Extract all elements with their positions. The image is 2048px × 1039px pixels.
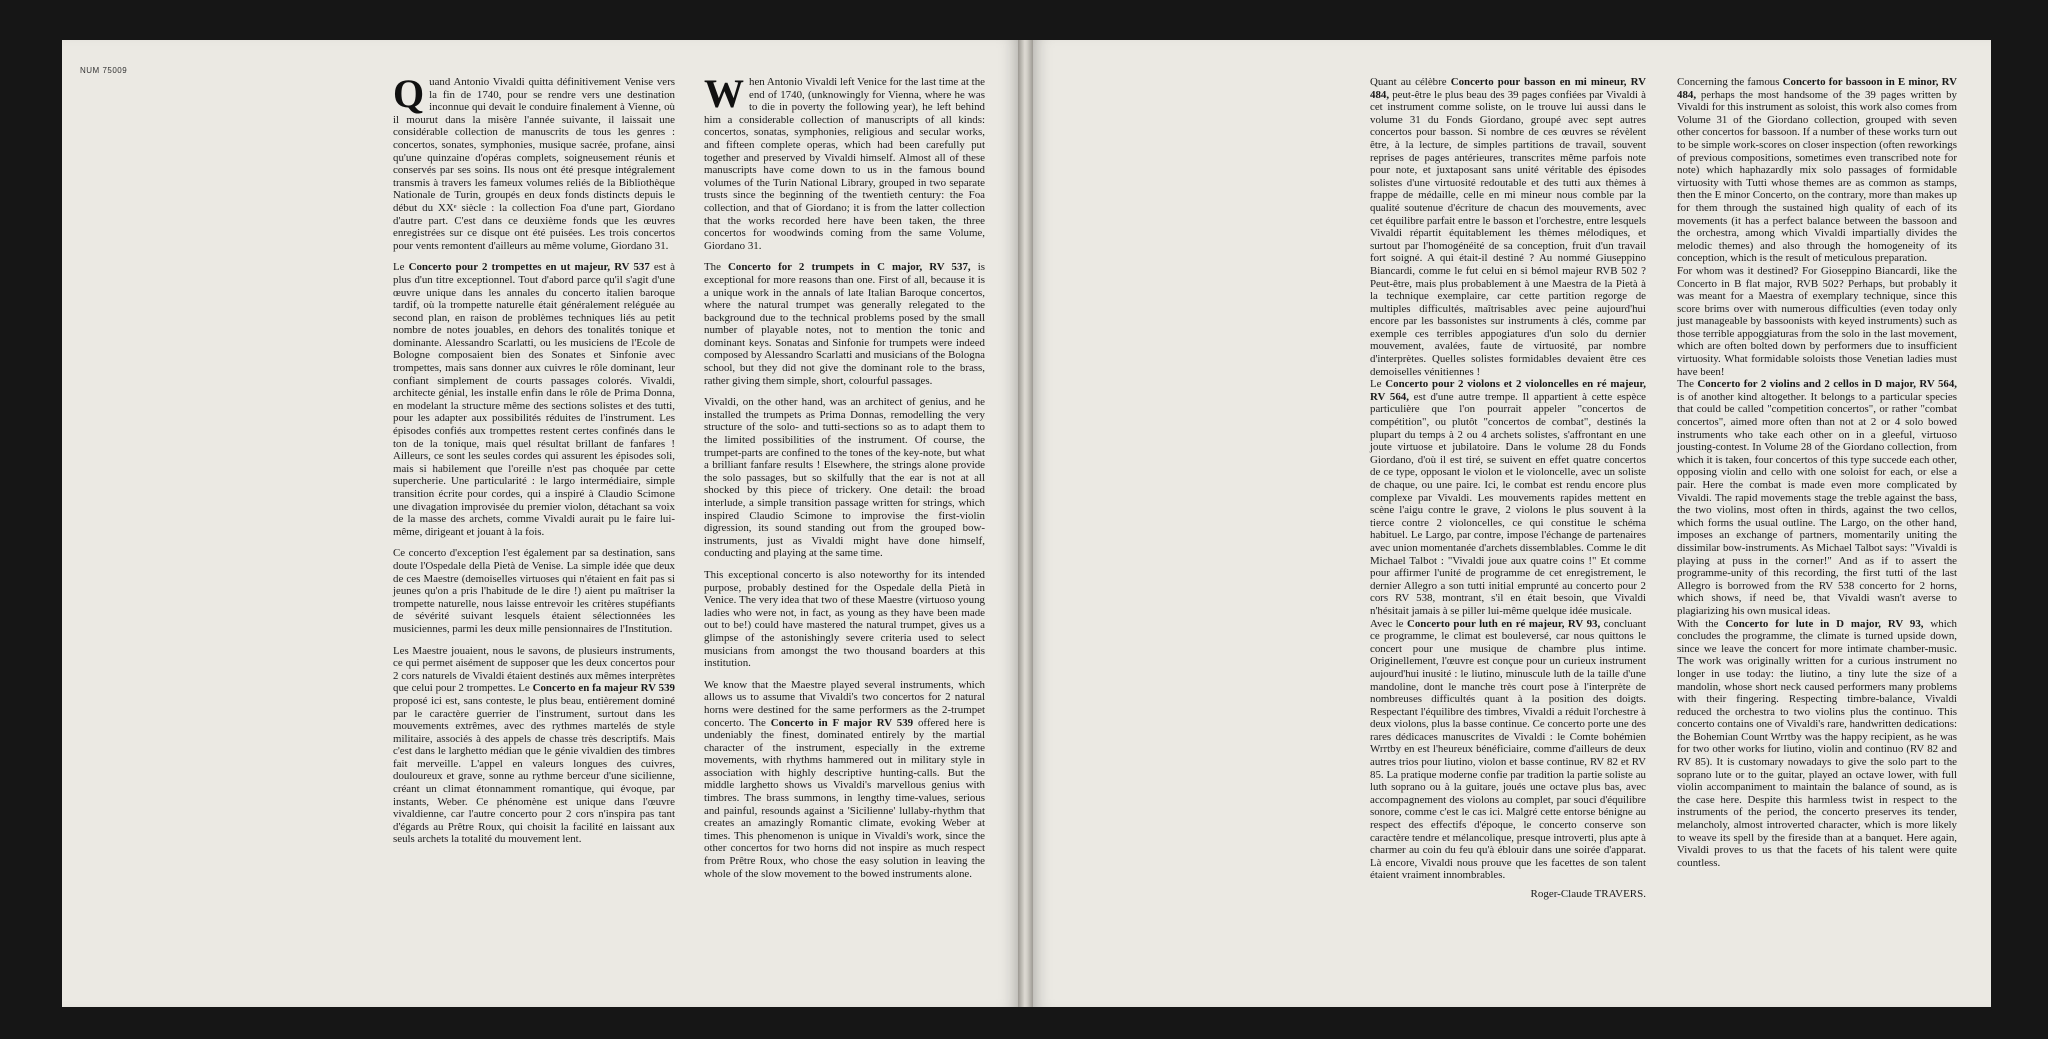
paragraph: Le Concerto pour 2 trompettes en ut majeur, RV 537 est à plus d'un titre exceptionnel. Tout d'abord parce qu'il s'agit d'une œuvre unique dans les annales du concerto italien baroque tardif, où la trompette naturelle était généralement reléguée au second plan, en raison de problèmes techniques liés au petit nombre de notes jouables, en dehors des tonalités tonique et dominante. Alessandro Scarlatti, ou les musiciens de l'Ecole de Bologne composaient bien des Sonates et Sinfonie avec trompettes, mais sans donner aux cuivres le rôle dominant, leur confiant simplement de courts passages colorés. Vivaldi, architecte génial, les installe enfin dans le rôle de Prima Donna, en modelant la structure même des sections solistes et des tutti, pour les adapter aux possibilités réduites de l'instrument. Les épisodes confiés aux trompettes restent certes confinés dans le ton de la tonique, mais quel résultat brillant de fanfares ! Ailleurs, ce sont les seules cordes qui assurent les épisodes soli, mais si habilement que l'oreille n'est pas choquée par cette supercherie. Une particularité : le largo intermédiaire, simple transition écrite pour cordes, qui a inspiré à Claudio Scimone une divagation improvisée du premier violon, détachant sa voix de la masse des archets, comme Vivaldi aurait pu le faire lui-même, dirigeant et jouant à la fois.: [393, 261, 675, 538]
paragraph: For whom was it destined? For Gioseppino Biancardi, like the Concerto in B flat major, RVB 502? Perhaps, but probably it was meant for a Maestra of exemplary technique, since this score brims over with numerous difficulties (even today only just manageable by bassoonists with keyed instruments) such as those terrible appoggiaturas from the solo in the last movement, which are often bolted down by performers due to insufficient virtuosity. What formidable soloists those Venetian ladies must have been!: [1677, 264, 1957, 378]
work-title: Concerto pour 2 trompettes en ut majeur, RV 537: [408, 261, 650, 274]
work-title: Concerto in F major RV 539: [770, 716, 914, 729]
drop-cap: W: [704, 71, 744, 116]
paragraph: The Concerto for 2 violins and 2 cellos in D major, RV 564, is of another kind altogether. It belongs to a particular species that could be called "competition concertos", or rather "combat concertos", aimed more often than not at 2 or 4 solo bowed instruments who take each other on in a gleeful, virtuoso jousting-contest. In Volume 28 of the Giordano collection, from which it is taken, four concertos of this type succede each other, opposing violin and cello with one soloist for each, or else a pair. Here the combat is made even more complicated by Vivaldi. The rapid movements stage the treble against the bass, the two violins, most often in thirds, against the two cellos, which forms the usual outline. The Largo, on the other hand, imposes an exchange of partners, momentarily uniting the dissimilar bow-instruments. As Michael Talbot says: "Vivaldi is playing at puss in the corner!" And as if to assert the programme-unity of this recording, the first tutti of the last Allegro is borrowed from the RV 538 concerto for 2 horns, which shows, if need be, that Vivaldi wasn't averse to plagiarizing his own musical ideas.: [1677, 378, 1958, 617]
paragraph: This exceptional concerto is also noteworthy for its intended purpose, probably destined for the Ospedale della Pietà in Venice. The very idea that two of these Maestre (virtuoso young ladies who were not, in fact, as young as they have been made out to be!) could have mastered the natural trumpet, gives us a glimpse of the astonishingly severe criteria used to select musicians from amongst the two thousand boarders at this institution.: [704, 568, 985, 670]
paragraph: Concerning the famous Concerto for bassoon in E minor, RV 484, perhaps the most handsome of the 39 pages written by Vivaldi for this instrument as soloist, this work also comes from Volume 31 of the Giordano collection, grouped with seven other concertos for bassoon. If a number of these works turn out to be simple work-scores on closer inspection (often reworkings of previous compositions, sometimes even transcribed note for note) which haphazardly mix solo passages of formidable virtuosity with Tutti whose themes are as common as stamps, then the E minor Concerto, on the contrary, more than makes up for them through the sustained high quality of each of its movements (it has a perfect balance between the bassoon and the orchestra, among which Vivaldi impartially divides the melodic themes) and also through the homogeneity of its conception, which is the result of meticulous preparation.: [1677, 76, 1957, 265]
paragraph: When Antonio Vivaldi left Venice for the last time at the end of 1740, (unknowingly for Vienna, where he was to die in poverty the following year), he left behind him a considerable collection of manuscripts of all kinds: concertos, sonatas, symphonies, religious and secular works, and fifteen complete operas, which had been carefully put together and preserved by Vivaldi himself. Almost all of these manuscripts have come down to us in the famous bound volumes of the Turin National Library, grouped in two separate trusts since the beginning of the twentieth century: the Foa collection, and that of Giordano; it is from the latter collection that the works recorded here have been taken, the three concertos for woodwinds coming from the same Volume, Giordano 31.: [704, 71, 985, 252]
drop-cap: Q: [393, 71, 425, 116]
work-title: Concerto for bassoon in E minor, RV 484,: [1677, 76, 1957, 101]
french-text-column-left: [393, 71, 675, 855]
paragraph: Vivaldi, on the other hand, was an architect of genius, and he installed the trumpets as Prima Donnas, remodelling the very structure of the solo- and tutti-sections so as to adapt them to the limited possibilities of the instrument. Of course, the trumpet-parts are confined to the tones of the key-note, but what a brilliant fanfare results ! Elsewhere, the strings alone provide the solo passages, but so skilfully that the ear is not at all shocked by this piece of trickery. One detail: the broad interlude, a simple transition passage written for strings, which inspired Claudio Scimone to improvise the first-violin digression, its sound standing out from the grouped bow-instruments, just as Vivaldi might have done himself, conducting and playing at the same time.: [704, 396, 985, 560]
work-title: Concerto en fa majeur RV 539: [532, 682, 675, 695]
work-title: Concerto for 2 trumpets in C major, RV 537,: [728, 261, 971, 274]
catalog-number: NUM 75009: [80, 66, 128, 75]
paragraph: Quant au célèbre Concerto pour basson en mi mineur, RV 484, peut-être le plus beau des 39 pages confiées par Vivaldi à cet instrument comme soliste, on le trouve lui aussi dans le volume 31 du Fonds Giordano, groupé avec sept autres concertos pour basson. Si nombre de ces œuvres se révèlent être, à la lecture, de simples partitions de travail, souvent reprises de pages antérieures, transcrites même parfois note pour note, et juxtaposant sans unité véritable des épisodes solistes d'une virtuosité redoutable et des tutti aux thèmes à frappe de médaille, celle en mi mineur nous comble par la qualité soutenue d'écriture de chacun des mouvements, avec cet équilibre parfait entre le basson et l'orchestre, entre lesquels Vivaldi répartit équitablement les thèmes mélodiques, et surtout par l'homogénéité de sa conception, fruit d'un travail fort soigné. A qui était-il destiné ? Au nommé Giuseppino Biancardi, comme le fut celui en si bémol majeur RVB 502 ? Peut-être, mais plus probablement à une Maestra de la Pietà à la technique exemplaire, car cette partition regorge de multiples difficultés, maîtrisables avec peine aujourd'hui encore par les bassonistes sur instruments à clés, comme par exemple ces terribles appogiatures d'un solo du dernier mouvement, avalées, faute de virtuosité, par nombre d'interprètes. Quelles solistes formidables devaient être ces demoiselles vénitiennes !: [1370, 76, 1646, 378]
work-title: Concerto pour 2 violons et 2 violoncelles en ré majeur, RV 564,: [1370, 378, 1646, 403]
english-text-column-right: [1677, 76, 1957, 869]
gatefold-spine: [1018, 40, 1033, 1007]
paragraph: Le Concerto pour 2 violons et 2 violoncelles en ré majeur, RV 564, est d'une autre trempe. Il appartient à cette espèce particulière que l'on pourrait appeler "concertos de compétition", ou plutôt "concertos de combat", destinés la plupart du temps à 2 ou 4 archets solistes, s'affrontant en une joute virtuose et jubilatoire. Dans le volume 28 du Fonds Giordano, d'où il est tiré, se suivent en effet quatre concertos de ce type, opposant le violon et le violoncelle, avec un soliste de chaque, ou une paire. Ici, le combat est rendu encore plus complexe par Vivaldi. Les mouvements rapides mettent en scène l'aigu contre le grave, 2 violons le plus souvent à la tierce contre 2 violoncelles, ce qui constitue le schéma habituel. Le Largo, par contre, impose l'échange de partenaires avec union momentanée d'archets dissemblables. Comme le dit Michael Talbot : "Vivaldi joue aux quatre coins !" Et comme pour affirmer l'unité de programme de cet enregistrement, le dernier Allegro a son tutti initial emprunté au concerto pour 2 cors RV 538, montrant, s'il en était besoin, que Vivaldi n'hésitait jamais à se piller lui-même quelque idée musicale.: [1370, 378, 1646, 617]
french-text-column-right: [1370, 76, 1646, 901]
paragraph: Quand Antonio Vivaldi quitta définitivement Venise vers la fin de 1740, pour se rendre vers une destination inconnue qui devait le conduire finalement à Vienne, où il mourut dans la misère l'année suivante, il laissait une considérable collection de manuscrits de tous les genres : concertos, sonates, symphonies, musique sacrée, profane, ainsi qu'une quinzaine d'opéras complets, soigneusement réunis et conservés par ses soins. Ils nous ont été presque intégralement transmis à travers les fameux volumes reliés de la Bibliothèque Nationale de Turin, groupés en deux fonds distincts depuis le début du XXᵉ siècle : la collection Foa d'une part, Giordano d'autre part. C'est dans ce deuxième fonds que les œuvres enregistrées sur ce disque ont été puisées. Les trois concertos pour vents remontent d'ailleurs au même volume, Giordano 31.: [393, 71, 675, 252]
paragraph: The Concerto for 2 trumpets in C major, RV 537, is exceptional for more reasons than one. First of all, because it is a unique work in the annals of late Italian Baroque concertos, where the natural trumpet was generally relegated to the background due to the technical problems posed by the small number of playable notes, not to mention the tonic and dominant keys. Sonatas and Sinfonie for trumpets were indeed composed by Alessandro Scarlatti and musicians of the Bologna school, but they did not give the dominant role to the brass, rather giving them simple, short, colourful passages.: [704, 261, 985, 387]
work-title: Concerto for lute in D major, RV 93,: [1725, 617, 1924, 630]
paragraph: Les Maestre jouaient, nous le savons, de plusieurs instruments, ce qui permet aisément de supposer que les deux concertos pour 2 cors naturels de Vivaldi étaient destinés aux mêmes interprètes que celui pour 2 trompettes. Le Concerto en fa majeur RV 539 proposé ici est, sans conteste, le plus beau, entièrement dominé par le caractère guerrier de l'instrument, surtout dans les mouvements extrêmes, avec des rythmes martelés de style militaire, associés à des appels de chasse très descriptifs. Mais c'est dans le larghetto médian que le génie vivaldien des timbres fait merveille. L'appel en valeurs longues des cuivres, douloureux et grave, sonne au rythme berceur d'une sicilienne, créant un climat étonnamment romantique, qui évoque, par instants, Weber. Ce phénomène est unique dans l'œuvre vivaldienne, car l'autre concerto pour 2 cors n'inspira pas tant d'égards au Prêtre Roux, qui choisit la facilité en laissant aux seuls archets la totalité du mouvement lent.: [393, 644, 675, 846]
paragraph: Ce concerto d'exception l'est également par sa destination, sans doute l'Ospedale della Pietà de Venise. La simple idée que deux de ces Maestre (demoiselles virtuoses qui n'étaient en fait pas si jeunes qu'on a pris l'habitude de le dire !) aient pu maîtriser la trompette naturelle, nous laisse entrevoir les critères stupéfiants de sévérité suivant lesquels étaient sélectionnées les musiciennes, parmi les deux mille pensionnaires de l'Institution.: [393, 547, 675, 635]
work-title: Concerto pour basson en mi mineur, RV 484,: [1370, 76, 1646, 101]
author-signature: Roger-Claude TRAVERS.: [1530, 888, 1646, 900]
work-title: Concerto pour luth en ré majeur, RV 93,: [1407, 617, 1601, 630]
paragraph: We know that the Maestre played several instruments, which allows us to assume that Vivaldi's two concertos for 2 natural horns were destined for the same performers as the 2-trumpet concerto. The Concerto in F major RV 539 offered here is undeniably the finest, dominated entirely by the martial character of the instrument, especially in the extreme movements, with rhythms hammered out in military style in association with highly descriptive hunting-calls. But the middle larghetto shows us Vivaldi's marvellous genius with timbres. The brass summons, in lengthy time-values, serious and painful, resounds against a 'Sicilienne' lullaby-rhythm that creates an amazingly Romantic climate, evoking Weber at times. This phenomenon is unique in Vivaldi's work, since the other concertos for two horns did not inspire as much respect from Prêtre Roux, who chose the easy solution in leaving the whole of the slow movement to the bowed instruments alone.: [704, 678, 985, 880]
work-title: Concerto for 2 violins and 2 cellos in D major, RV 564,: [1697, 378, 1958, 391]
english-text-column-left: [704, 71, 985, 889]
paragraph: Avec le Concerto pour luth en ré majeur, RV 93, concluant ce programme, le climat est bouleversé, car nous quittons le concert pour une musique de chambre plus intime. Originellement, l'œuvre est conçue pour un curieux instrument aujourd'hui inusité : le liutino, minuscule luth de la taille d'une mandoline, dont le manche très court pose à l'interprète de nombreuses difficultés quant à la position des doigts. Respectant l'équilibre des timbres, Vivaldi a réduit l'orchestre à deux violons, plus la basse continue. Ce concerto porte une des rares dédicaces manuscrites de Vivaldi : le Comte bohémien Wrrtby en est l'heureux bénéficiaire, comme d'ailleurs de deux autres trios pour liutino, violon et basse continue, RV 82 et RV 85. La pratique moderne confie par tradition la partie soliste au luth soprano ou à la guitare, joués une octave plus bas, avec accompagnement des violons au complet, par souci d'équilibre sonore, comme c'est le cas ici. Malgré cette entorse bénigne au respect des effectifs d'époque, le concerto conserve son caractère tendre et mélancolique, presque introverti, plus apte à charmer au coin du feu qu'à éblouir dans une soirée d'apparat. Là encore, Vivaldi nous prouve que les facettes de son talent étaient vraiment innombrables.: [1370, 617, 1647, 882]
paragraph: With the Concerto for lute in D major, RV 93, which concludes the programme, the climate is turned upside down, since we leave the concert for more intimate chamber-music. The work was originally written for a curious instrument no longer in use today: the liutino, a tiny lute the size of a mandolin, whose short neck caused performers many problems with their fingering. Respecting timbre-balance, Vivaldi reduced the orchestra to two violins plus the continuo. This concerto contains one of Vivaldi's rare, handwritten dedications: the Bohemian Count Wrrtby was the happy recipient, as he was for two other works for liutino, violin and continuo (RV 82 and RV 85). It is customary nowadays to give the solo part to the soprano lute or to the guitar, played an octave lower, with full violin accompaniment to maintain the balance of sound, as is the case here. Despite this harmless twist in respect to the instruments of the period, the concerto preserves its tender, melancholy, almost introverted character, which is more likely to weave its spell by the fireside than at a banquet. Here again, Vivaldi proves to us that the facets of his talent were quite countless.: [1677, 617, 1957, 869]
